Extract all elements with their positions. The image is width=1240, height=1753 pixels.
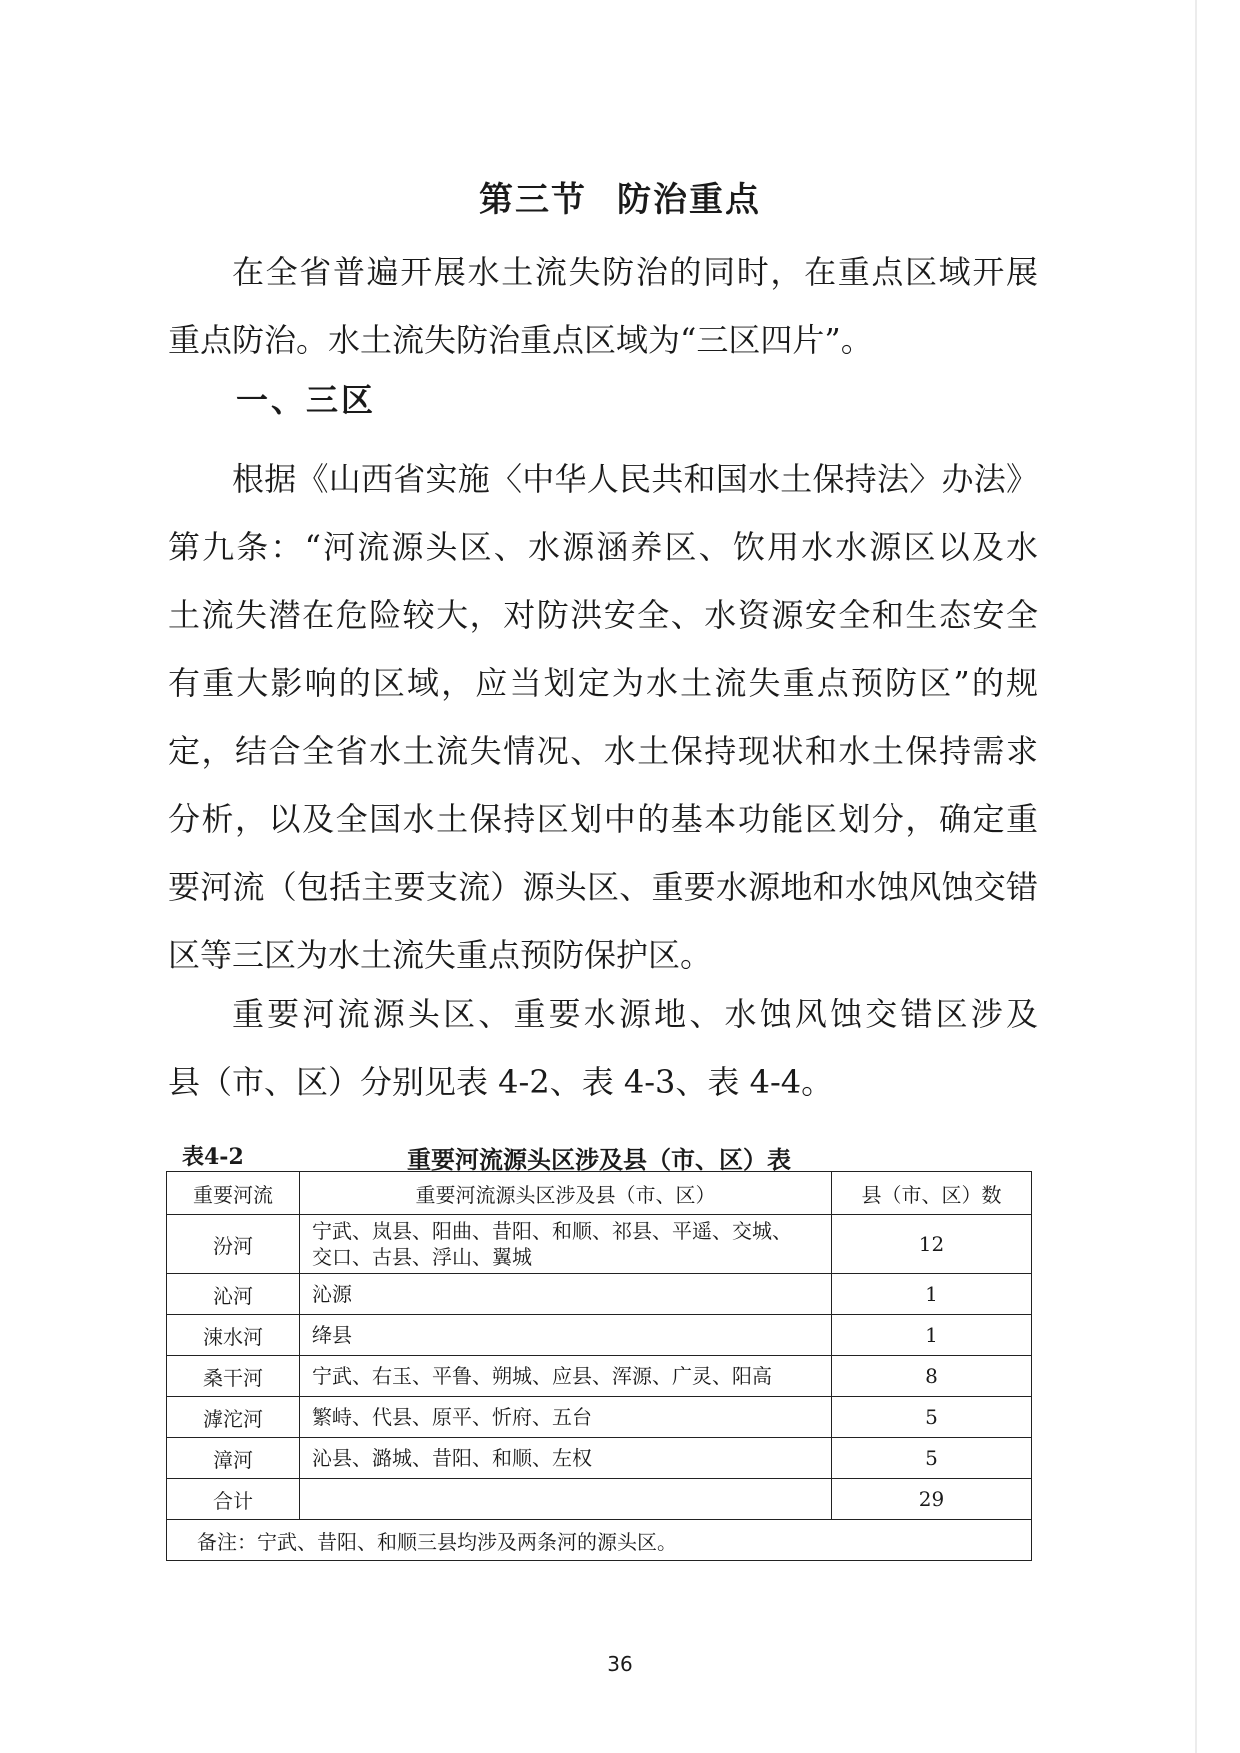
counties-cell: 绛县 bbox=[300, 1315, 832, 1356]
counties-cell: 沁县、潞城、昔阳、和顺、左权 bbox=[300, 1438, 832, 1479]
paragraph-line: 第九条：“河流源头区、水源涵养区、饮用水水源区以及水 bbox=[168, 528, 1038, 566]
counties-line: 交口、古县、浮山、翼城 bbox=[312, 1245, 532, 1269]
table-reference-paragraph bbox=[168, 980, 1038, 1116]
table-note: 备注：宁武、昔阳、和顺三县均涉及两条河的源头区。 bbox=[167, 1520, 1032, 1561]
table-caption bbox=[168, 1140, 1030, 1172]
paragraph-line: 有重大影响的区域，应当划定为水土流失重点预防区”的规 bbox=[168, 664, 1038, 702]
table-row bbox=[167, 1397, 1032, 1438]
regulation-paragraph bbox=[168, 445, 1038, 989]
paragraph-line: 定，结合全省水土流失情况、水土保持现状和水土保持需求 bbox=[168, 732, 1038, 770]
count-cell: 12 bbox=[832, 1215, 1032, 1274]
section-heading: 防治重点 bbox=[617, 180, 761, 220]
count-cell: 1 bbox=[832, 1315, 1032, 1356]
river-cell: 滹沱河 bbox=[167, 1397, 300, 1438]
total-empty-cell bbox=[300, 1479, 832, 1520]
column-header-counties: 重要河流源头区涉及县（市、区） bbox=[300, 1172, 832, 1215]
total-count-cell: 29 bbox=[832, 1479, 1032, 1520]
table-number: 表4-2 bbox=[182, 1144, 244, 1170]
river-cell: 桑干河 bbox=[167, 1356, 300, 1397]
paragraph-line: 县（市、区）分别见表 4-2、表 4-3、表 4-4。 bbox=[168, 1063, 834, 1101]
count-cell: 1 bbox=[832, 1274, 1032, 1315]
table-row bbox=[167, 1438, 1032, 1479]
count-cell: 8 bbox=[832, 1356, 1032, 1397]
paragraph-line: 土流失潜在危险较大，对防洪安全、水资源安全和生态安全 bbox=[168, 596, 1038, 634]
counties-line: 宁武、岚县、阳曲、昔阳、和顺、祁县、平遥、交城、 bbox=[312, 1219, 792, 1243]
column-header-river: 重要河流 bbox=[167, 1172, 300, 1215]
section-title bbox=[0, 172, 1240, 221]
count-cell: 5 bbox=[832, 1438, 1032, 1479]
table-total-row bbox=[167, 1479, 1032, 1520]
table-title: 重要河流源头区涉及县（市、区）表 bbox=[407, 1145, 791, 1174]
paragraph-line: 根据《山西省实施〈中华人民共和国水土保持法〉办法》 bbox=[232, 460, 1038, 498]
section-number: 第三节 bbox=[479, 180, 587, 220]
table-row bbox=[167, 1356, 1032, 1397]
counties-cell: 繁峙、代县、原平、忻府、五台 bbox=[300, 1397, 832, 1438]
river-source-table bbox=[166, 1171, 1032, 1561]
counties-cell: 宁武、右玉、平鲁、朔城、应县、浑源、广灵、阳高 bbox=[300, 1356, 832, 1397]
counties-cell bbox=[300, 1215, 832, 1274]
paragraph-line: 在全省普遍开展水土流失防治的同时，在重点区域开展 bbox=[232, 253, 1038, 291]
table-header-row bbox=[167, 1172, 1032, 1215]
intro-paragraph bbox=[168, 238, 1038, 374]
table-row bbox=[167, 1315, 1032, 1356]
count-cell: 5 bbox=[832, 1397, 1032, 1438]
table-row bbox=[167, 1274, 1032, 1315]
counties-cell: 沁源 bbox=[300, 1274, 832, 1315]
paragraph-line: 重点防治。水土流失防治重点区域为“三区四片”。 bbox=[168, 321, 873, 359]
paragraph-line: 重要河流源头区、重要水源地、水蚀风蚀交错区涉及 bbox=[232, 995, 1038, 1033]
river-cell: 汾河 bbox=[167, 1215, 300, 1274]
river-cell: 沁河 bbox=[167, 1274, 300, 1315]
paragraph-line: 要河流（包括主要支流）源头区、重要水源地和水蚀风蚀交错 bbox=[168, 868, 1038, 906]
column-header-count: 县（市、区）数 bbox=[832, 1172, 1032, 1215]
paragraph-line: 分析，以及全国水土保持区划中的基本功能区划分，确定重 bbox=[168, 800, 1038, 838]
river-cell: 涑水河 bbox=[167, 1315, 300, 1356]
page-edge bbox=[1195, 0, 1197, 1753]
table-row bbox=[167, 1215, 1032, 1274]
page-number: 36 bbox=[607, 1652, 633, 1676]
subsection-heading: 一、三区 bbox=[236, 381, 377, 419]
paragraph-line: 区等三区为水土流失重点预防保护区。 bbox=[168, 936, 713, 974]
river-cell: 漳河 bbox=[167, 1438, 300, 1479]
total-label-cell: 合计 bbox=[167, 1479, 300, 1520]
table-note-row bbox=[167, 1520, 1032, 1561]
